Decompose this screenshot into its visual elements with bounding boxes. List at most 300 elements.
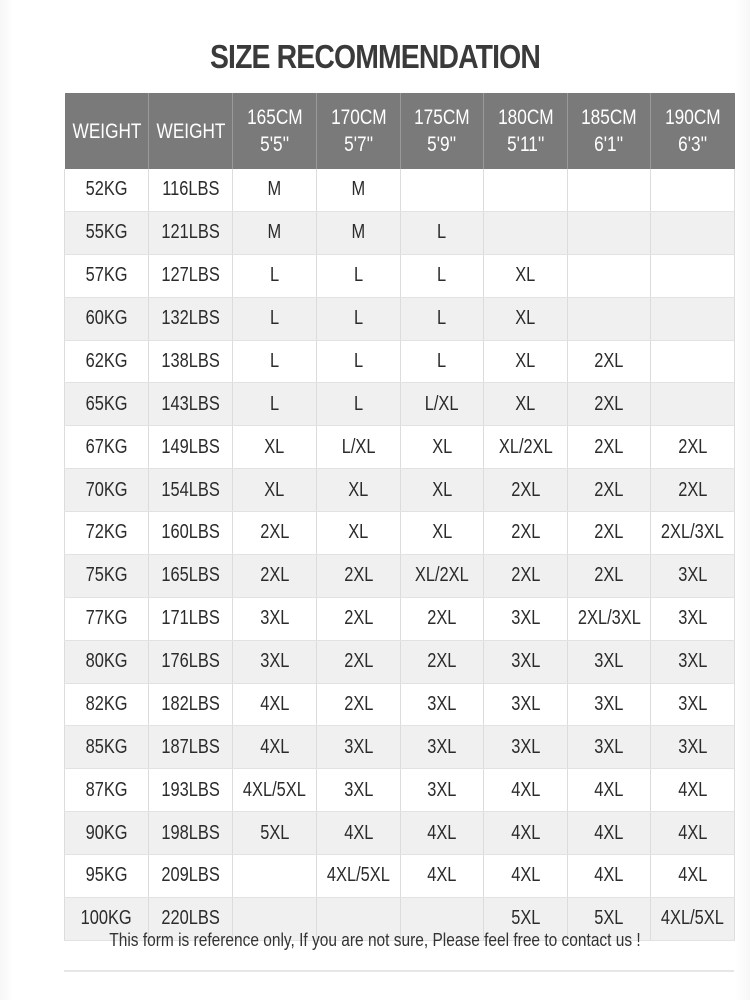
weight-lbs-cell (149, 855, 233, 898)
height-cm-label: 185CM (581, 106, 637, 129)
size-cell (484, 211, 568, 254)
weight-lbs-cell (149, 340, 233, 383)
size-cell-text: 5XL (510, 907, 541, 930)
size-cell-text: 2XL/3XL (661, 521, 724, 544)
size-cell-text: 3XL (510, 650, 541, 673)
size-cell (651, 297, 735, 340)
size-cell (568, 726, 651, 769)
size-cell (233, 340, 317, 383)
header-weight-kg (65, 93, 149, 169)
size-cell (233, 597, 317, 640)
size-cell (401, 297, 484, 340)
size-cell-text: 2XL (677, 435, 708, 458)
size-cell (401, 855, 484, 898)
size-cell (401, 769, 484, 812)
size-cell-text: 3XL (343, 735, 374, 758)
size-cell (651, 383, 735, 426)
size-cell (568, 340, 651, 383)
size-cell (317, 769, 401, 812)
table-row (65, 169, 735, 211)
weight-kg-cell (65, 512, 149, 555)
size-cell-text: XL (431, 435, 453, 458)
size-cell-text: 2XL (427, 607, 457, 630)
weight-lbs-cell-text: 121LBS (161, 221, 220, 244)
size-cell (317, 426, 401, 469)
size-cell (317, 512, 401, 555)
size-cell-text: 2XL (594, 521, 624, 544)
size-cell (317, 169, 401, 211)
size-cell-text: L (353, 264, 364, 287)
size-cell (568, 254, 651, 297)
weight-lbs-cell-text: 165LBS (161, 564, 220, 587)
size-cell-text: 2XL (594, 478, 624, 501)
size-cell-text: L (437, 349, 447, 372)
weight-kg-cell-text: 67KG (85, 435, 128, 458)
size-cell-text: 3XL (427, 692, 457, 715)
weight-kg-cell-text: 75KG (85, 564, 128, 587)
weight-lbs-cell-text: 193LBS (161, 778, 220, 801)
size-cell-text: 2XL (343, 607, 374, 630)
size-cell-text: 2XL (510, 564, 541, 587)
size-cell (401, 169, 484, 211)
size-cell-text: XL (348, 478, 369, 501)
size-cell (651, 340, 735, 383)
weight-kg-cell-text: 85KG (85, 735, 128, 758)
height-ft-label: 5'11'' (506, 133, 545, 156)
weight-lbs-cell-text: 143LBS (161, 392, 220, 415)
table-row (65, 469, 735, 512)
weight-lbs-cell (149, 683, 233, 726)
weight-lbs-cell (149, 640, 233, 683)
size-cell-text: L (353, 392, 364, 415)
weight-kg-cell (65, 683, 149, 726)
table-row (65, 683, 735, 726)
size-cell-text: 4XL (677, 821, 708, 844)
weight-kg-cell (65, 855, 149, 898)
size-cell-text: 2XL (259, 564, 290, 587)
weight-kg-cell (65, 640, 149, 683)
page-title: SIZE RECOMMENDATION (209, 38, 540, 75)
size-cell (651, 512, 735, 555)
size-cell-text: 2XL (594, 349, 624, 372)
height-cm-label: 190CM (664, 106, 721, 129)
reference-note: This form is reference only, If you are not sure, Please feel free to contact us ! (109, 930, 641, 950)
weight-lbs-cell-text: 171LBS (161, 607, 220, 630)
weight-kg-cell-text: 77KG (85, 607, 128, 630)
header-height-170 (317, 93, 401, 169)
weight-lbs-cell (149, 426, 233, 469)
table-row (65, 211, 735, 254)
size-cell (401, 597, 484, 640)
weight-kg-cell (65, 554, 149, 597)
size-cell-text: 4XL (343, 821, 374, 844)
size-cell (401, 469, 484, 512)
table-row (65, 340, 735, 383)
size-cell-text: XL/2XL (415, 564, 469, 587)
weight-lbs-cell-text: 160LBS (161, 521, 220, 544)
table-header (65, 93, 735, 169)
size-cell-text: 4XL (594, 821, 624, 844)
size-cell-text: L (269, 264, 280, 287)
weight-kg-cell (65, 597, 149, 640)
size-cell-text: 4XL (510, 778, 541, 801)
size-cell (651, 469, 735, 512)
weight-lbs-cell-text: 220LBS (161, 907, 220, 930)
size-cell-text: 5XL (594, 907, 624, 930)
weight-kg-cell (65, 469, 149, 512)
size-cell-text: 4XL (677, 778, 708, 801)
height-ft-label: 5'7'' (343, 133, 374, 156)
size-cell (233, 769, 317, 812)
size-cell-text: 3XL (510, 692, 541, 715)
size-cell (317, 597, 401, 640)
size-cell (233, 254, 317, 297)
size-cell (568, 169, 651, 211)
size-cell (651, 726, 735, 769)
weight-kg-cell-text: 62KG (85, 349, 128, 372)
size-cell (484, 254, 568, 297)
weight-lbs-cell (149, 769, 233, 812)
size-cell (651, 855, 735, 898)
table-row (65, 597, 735, 640)
size-cell (651, 169, 735, 211)
size-cell (317, 297, 401, 340)
weight-kg-cell-text: 65KG (85, 392, 128, 415)
size-cell-text: 2XL (343, 564, 374, 587)
weight-kg-cell (65, 426, 149, 469)
size-cell (233, 426, 317, 469)
size-cell (651, 426, 735, 469)
size-cell (568, 554, 651, 597)
size-cell (568, 855, 651, 898)
weight-kg-cell-text: 52KG (85, 178, 128, 201)
height-ft-label: 5'9'' (427, 133, 457, 156)
weight-kg-cell-text: 57KG (85, 264, 128, 287)
size-cell (568, 812, 651, 855)
weight-lbs-cell-text: 182LBS (161, 692, 220, 715)
size-cell-text: XL (264, 478, 285, 501)
size-recommendation-table (64, 93, 735, 941)
header-height-165 (233, 93, 317, 169)
table-row (65, 769, 735, 812)
size-cell (233, 469, 317, 512)
size-cell-text: L/XL (341, 435, 376, 458)
size-cell-text: 4XL (677, 864, 708, 887)
size-cell-text: 2XL (427, 650, 457, 673)
weight-lbs-cell (149, 297, 233, 340)
weight-lbs-cell (149, 726, 233, 769)
size-cell (568, 383, 651, 426)
height-cm-label: 175CM (414, 106, 470, 129)
weight-kg-cell-text: 70KG (85, 478, 128, 501)
weight-lbs-cell (149, 383, 233, 426)
size-cell-text: 2XL (343, 650, 374, 673)
table-row (65, 855, 735, 898)
size-cell-text: XL (515, 349, 536, 372)
weight-kg-cell (65, 169, 149, 211)
weight-lbs-cell (149, 597, 233, 640)
size-cell (317, 683, 401, 726)
height-ft-label: 6'1'' (594, 133, 624, 156)
table-row (65, 512, 735, 555)
size-cell (401, 726, 484, 769)
weight-kg-cell (65, 340, 149, 383)
size-cell (568, 469, 651, 512)
header-height-185 (568, 93, 651, 169)
size-cell (651, 597, 735, 640)
size-cell-text: M (267, 178, 282, 201)
size-cell-text: L (353, 349, 364, 372)
size-cell (651, 554, 735, 597)
size-cell (651, 812, 735, 855)
size-cell-text: 4XL (259, 692, 290, 715)
size-cell (484, 340, 568, 383)
size-cell-text: 4XL (427, 821, 457, 844)
size-cell-text: 3XL (594, 735, 624, 758)
size-cell (317, 812, 401, 855)
weight-kg-cell (65, 383, 149, 426)
size-cell (317, 855, 401, 898)
size-cell-text: 3XL (594, 692, 624, 715)
table-row (65, 726, 735, 769)
size-cell-text: XL (431, 478, 453, 501)
weight-kg-cell (65, 812, 149, 855)
size-cell-text: L (269, 307, 280, 330)
weight-lbs-cell-text: 149LBS (161, 435, 220, 458)
size-cell (233, 383, 317, 426)
weight-kg-cell-text: 82KG (85, 692, 128, 715)
size-cell-text: 3XL (677, 735, 708, 758)
weight-kg-cell (65, 769, 149, 812)
size-cell (651, 254, 735, 297)
size-cell-text: 4XL/5XL (327, 864, 390, 887)
size-cell (401, 211, 484, 254)
size-cell-text: 3XL (677, 650, 708, 673)
header-weight-lbs-label: WEIGHT (156, 119, 226, 143)
weight-kg-cell-text: 100KG (80, 907, 133, 930)
size-cell (484, 512, 568, 555)
size-cell (568, 597, 651, 640)
size-cell (568, 640, 651, 683)
size-cell-text: L (437, 221, 447, 244)
weight-kg-cell-text: 95KG (85, 864, 128, 887)
header-row (65, 93, 735, 169)
weight-kg-cell-text: 87KG (85, 778, 128, 801)
footer-divider (64, 970, 734, 972)
size-cell (568, 297, 651, 340)
size-cell (233, 211, 317, 254)
weight-kg-cell-text: 80KG (85, 650, 128, 673)
size-cell (568, 683, 651, 726)
size-cell (401, 640, 484, 683)
size-cell (401, 383, 484, 426)
size-cell (401, 512, 484, 555)
size-cell (484, 383, 568, 426)
size-cell (317, 211, 401, 254)
size-cell (401, 683, 484, 726)
size-cell-text: XL (515, 264, 536, 287)
size-cell-text: 3XL (427, 778, 457, 801)
weight-kg-cell (65, 726, 149, 769)
size-cell-text: 4XL (427, 864, 457, 887)
size-cell-text: 3XL (677, 692, 708, 715)
weight-kg-cell (65, 297, 149, 340)
size-cell (233, 169, 317, 211)
weight-lbs-cell-text: 209LBS (161, 864, 220, 887)
size-cell-text: XL (264, 435, 285, 458)
size-cell-text: L (353, 307, 364, 330)
weight-lbs-cell (149, 812, 233, 855)
size-cell (484, 169, 568, 211)
height-cm-label: 170CM (330, 106, 387, 129)
size-cell-text: 2XL (510, 521, 541, 544)
size-cell (568, 211, 651, 254)
table-row (65, 640, 735, 683)
weight-lbs-cell-text: 127LBS (161, 264, 220, 287)
size-cell (233, 812, 317, 855)
size-cell (317, 554, 401, 597)
size-cell (317, 340, 401, 383)
size-cell-text: 2XL/3XL (577, 607, 641, 630)
header-height-175 (401, 93, 484, 169)
size-cell (651, 769, 735, 812)
size-cell (568, 769, 651, 812)
size-cell (484, 683, 568, 726)
size-cell (484, 855, 568, 898)
size-cell-text: XL (348, 521, 369, 544)
size-cell (233, 855, 317, 898)
size-cell (317, 383, 401, 426)
size-cell-text: 2XL (259, 521, 290, 544)
size-cell (233, 683, 317, 726)
size-cell-text: 2XL (510, 478, 541, 501)
weight-lbs-cell (149, 512, 233, 555)
size-cell-text: XL (515, 307, 536, 330)
size-cell-text: L (437, 307, 447, 330)
size-cell-text: L (269, 349, 280, 372)
size-cell-text: 4XL/5XL (243, 778, 306, 801)
size-cell-text: 5XL (259, 821, 290, 844)
size-cell (401, 812, 484, 855)
size-cell-text: XL/2XL (498, 435, 553, 458)
size-cell-text: 2XL (594, 564, 624, 587)
table-row (65, 812, 735, 855)
size-cell-text: XL (515, 392, 536, 415)
size-cell (568, 426, 651, 469)
size-cell (317, 726, 401, 769)
size-cell-text: 2XL (343, 692, 374, 715)
table-row (65, 426, 735, 469)
size-cell-text: 3XL (677, 564, 708, 587)
size-cell (233, 640, 317, 683)
table-body (65, 169, 735, 940)
weight-kg-cell-text: 90KG (85, 821, 128, 844)
size-cell (568, 512, 651, 555)
size-cell-text: M (351, 221, 366, 244)
size-cell (651, 683, 735, 726)
weight-lbs-cell (149, 554, 233, 597)
height-ft-label: 6'3'' (678, 133, 708, 156)
size-cell-text: 2XL (677, 478, 708, 501)
size-cell-text: 2XL (594, 392, 624, 415)
size-cell-text: 3XL (427, 735, 457, 758)
size-cell-text: 3XL (259, 650, 290, 673)
size-cell (233, 512, 317, 555)
weight-lbs-cell-text: 132LBS (161, 307, 220, 330)
weight-lbs-cell-text: 116LBS (161, 178, 220, 201)
size-cell (651, 211, 735, 254)
size-cell-text: 3XL (677, 607, 708, 630)
size-cell-text: 4XL (510, 864, 541, 887)
size-cell-text: 4XL (594, 864, 624, 887)
weight-lbs-cell-text: 154LBS (161, 478, 220, 501)
weight-kg-cell (65, 211, 149, 254)
size-cell-text: M (267, 221, 282, 244)
weight-lbs-cell (149, 254, 233, 297)
size-cell-text: 3XL (343, 778, 374, 801)
header-weight-lbs (149, 93, 233, 169)
size-cell-text: 3XL (594, 650, 624, 673)
size-cell (484, 726, 568, 769)
size-cell-text: M (351, 178, 366, 201)
size-cell (317, 254, 401, 297)
size-cell-text: L (437, 264, 447, 287)
weight-lbs-cell (149, 211, 233, 254)
size-cell (233, 726, 317, 769)
size-cell (484, 554, 568, 597)
weight-lbs-cell (149, 169, 233, 211)
weight-kg-cell-text: 72KG (85, 521, 128, 544)
weight-lbs-cell-text: 138LBS (161, 349, 220, 372)
size-cell-text: 3XL (510, 607, 541, 630)
weight-lbs-cell-text: 176LBS (161, 650, 220, 673)
height-ft-label: 5'5'' (259, 133, 290, 156)
weight-kg-cell-text: 55KG (85, 221, 128, 244)
size-cell-text: 4XL (594, 778, 624, 801)
size-cell-text: 4XL (259, 735, 290, 758)
height-cm-label: 180CM (497, 106, 554, 129)
weight-kg-cell (65, 254, 149, 297)
size-cell (484, 640, 568, 683)
table-row (65, 254, 735, 297)
size-cell (401, 554, 484, 597)
size-cell (317, 640, 401, 683)
size-cell (484, 597, 568, 640)
size-cell-text: L/XL (425, 392, 459, 415)
weight-lbs-cell-text: 187LBS (161, 735, 220, 758)
weight-lbs-cell (149, 469, 233, 512)
size-cell (484, 769, 568, 812)
size-cell-text: 4XL/5XL (661, 907, 724, 930)
size-cell-text: XL (431, 521, 453, 544)
table-row (65, 297, 735, 340)
size-cell-text: 3XL (510, 735, 541, 758)
size-cell (484, 812, 568, 855)
table-row (65, 554, 735, 597)
header-height-180 (484, 93, 568, 169)
size-cell-text: 2XL (594, 435, 624, 458)
weight-kg-cell-text: 60KG (85, 307, 128, 330)
size-cell (651, 640, 735, 683)
size-cell-text: 3XL (259, 607, 290, 630)
size-cell (317, 469, 401, 512)
size-cell (484, 297, 568, 340)
table-row (65, 383, 735, 426)
size-cell (484, 426, 568, 469)
header-weight-kg-label: WEIGHT (72, 119, 141, 143)
size-cell-text: 4XL (510, 821, 541, 844)
size-cell (484, 469, 568, 512)
